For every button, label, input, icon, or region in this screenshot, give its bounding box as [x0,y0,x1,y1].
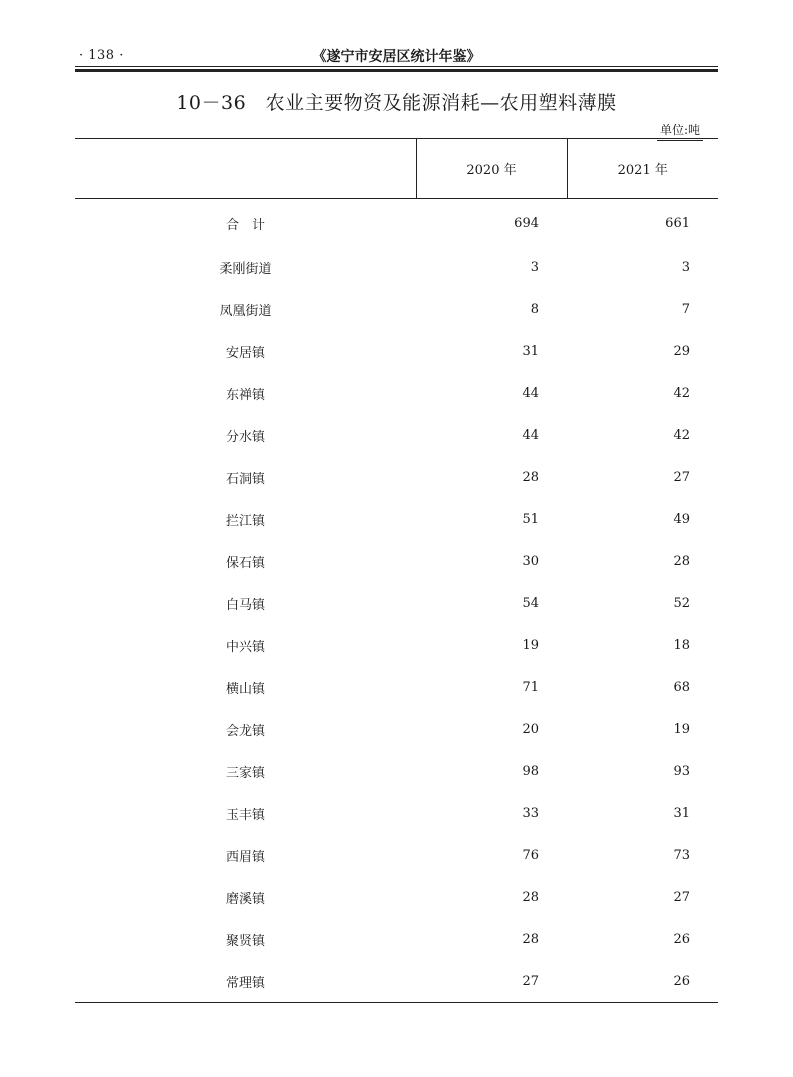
row-name: 石洞镇 [225,471,265,487]
book-title: 《遂宁市安居区统计年鉴》 [312,49,481,65]
table-row [75,792,718,834]
table-row [75,498,718,540]
table-row [75,708,718,750]
value-2021: 52 [673,595,690,611]
row-name: 凤凰街道 [219,303,272,319]
value-2020: 28 [522,931,539,947]
table-row [75,288,718,330]
header-year-2020: 2020 年 [416,139,567,199]
value-2020: 71 [522,679,539,695]
value-2020: 19 [522,637,539,653]
table-row [75,372,718,414]
table-row [75,456,718,498]
table-row [75,834,718,876]
row-name: 安居镇 [225,345,265,361]
header-rule-thick [75,69,718,72]
row-name: 磨溪镇 [225,891,265,907]
table-header [75,139,718,199]
value-2020: 27 [522,973,539,989]
row-name: 常理镇 [225,975,265,991]
row-name: 合 计 [225,218,265,233]
table-row [75,414,718,456]
table-row [75,750,718,792]
row-name: 拦江镇 [225,513,265,529]
table-body [75,199,718,1003]
value-2020: 28 [522,889,539,905]
value-2020: 76 [522,847,539,863]
value-2020: 8 [530,301,539,317]
value-2021: 42 [673,427,690,443]
value-2021: 27 [673,469,690,485]
row-name: 会龙镇 [225,723,265,739]
value-2021: 73 [673,847,690,863]
row-name: 分水镇 [225,429,265,445]
row-name: 中兴镇 [225,639,265,655]
value-2020: 20 [522,721,539,737]
table-row [75,582,718,624]
value-2020: 44 [522,385,539,401]
value-2020: 98 [522,763,539,779]
table-row [75,246,718,288]
value-2020: 31 [522,343,539,359]
value-2021: 26 [673,973,690,989]
value-2021: 93 [673,763,690,779]
value-2021: 42 [673,385,690,401]
value-2020: 28 [522,469,539,485]
header-stub [75,139,416,199]
value-2021: 68 [673,679,690,695]
header-year-2021: 2021 年 [567,139,718,199]
value-2020: 3 [530,259,539,275]
table-row [75,330,718,372]
table-row [75,624,718,666]
row-name: 三家镇 [225,765,265,781]
row-name: 柔刚街道 [219,261,272,277]
data-table [75,138,718,1003]
value-2021: 19 [673,721,690,737]
row-name: 西眉镇 [225,849,265,865]
value-2021: 28 [673,553,690,569]
table-row [75,540,718,582]
row-name: 保石镇 [225,555,265,571]
value-2020: 694 [514,216,539,231]
value-2021: 18 [673,637,690,653]
page-number: · 138 · [79,48,124,63]
header-row [75,139,718,199]
row-name: 聚贤镇 [225,933,265,949]
row-name: 玉丰镇 [225,807,265,823]
header-rule-thin [75,66,718,67]
value-2021: 3 [681,259,690,275]
table-row [75,960,718,1003]
value-2021: 31 [673,805,690,821]
table-row [75,199,718,247]
value-2021: 661 [665,216,690,231]
table-row [75,876,718,918]
row-name: 白马镇 [225,597,265,613]
value-2021: 27 [673,889,690,905]
value-2021: 26 [673,931,690,947]
value-2020: 51 [522,511,539,527]
value-2021: 29 [673,343,690,359]
table-title: 10－36 农业主要物资及能源消耗—农用塑料薄膜 [176,92,617,114]
running-head [75,44,718,68]
table-row [75,918,718,960]
row-name: 东禅镇 [225,387,265,403]
table-row [75,666,718,708]
value-2020: 33 [522,805,539,821]
value-2020: 44 [522,427,539,443]
value-2020: 30 [522,553,539,569]
value-2021: 49 [673,511,690,527]
unit-label: 单位:吨 [657,121,703,141]
value-2021: 7 [681,301,690,317]
value-2020: 54 [522,595,539,611]
row-name: 横山镇 [225,681,265,697]
